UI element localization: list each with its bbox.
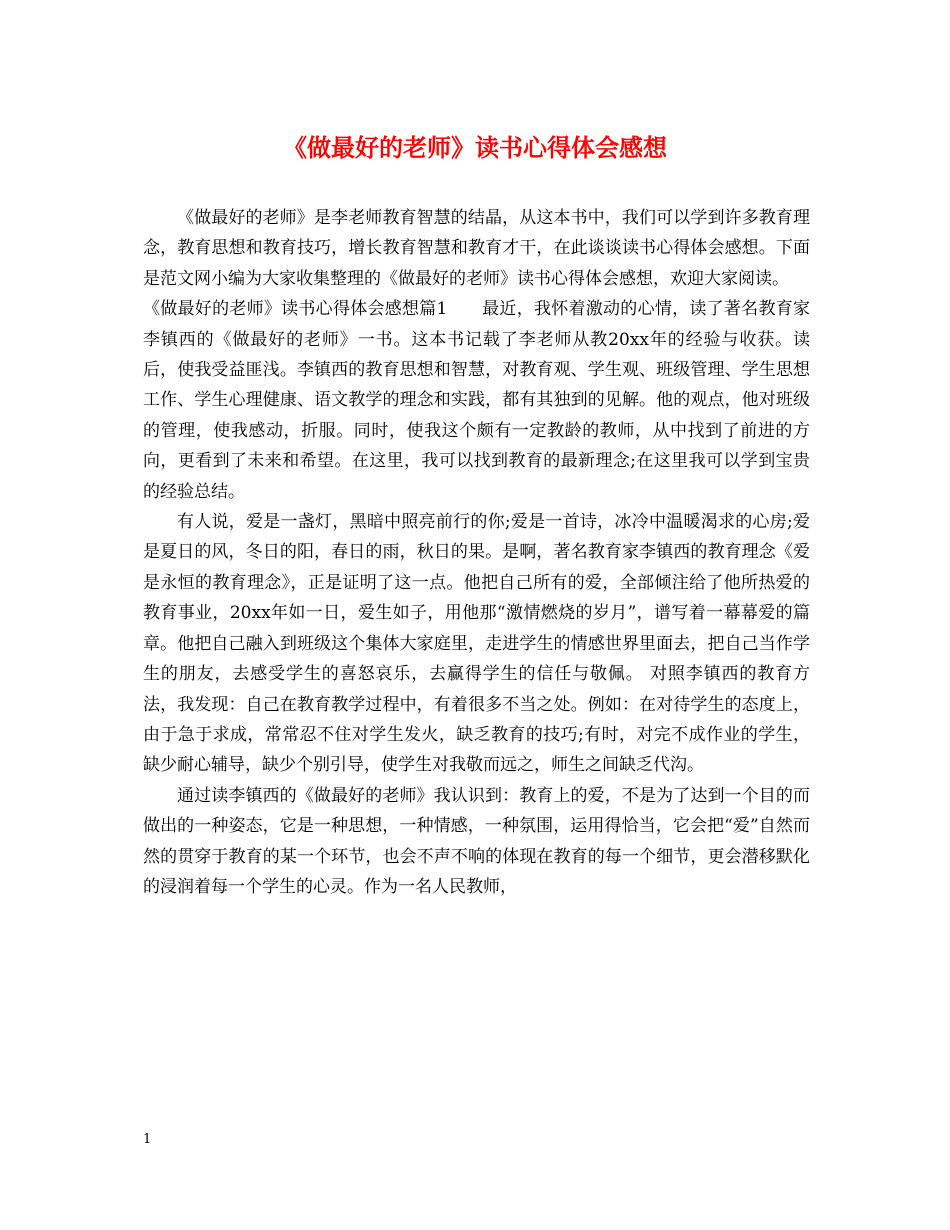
love-paragraph: 有人说，爱是一盏灯，黑暗中照亮前行的你;爱是一首诗，冰冷中温暖渴求的心房;爱是夏日的风，冬日的阳，春日的雨，秋日的果。是啊，著名教育家李镇西的教育理念《爱是永恒的教育理念》，正是证明了这一点。他把自己所有的爱，全部倾注给了他所热爱的教育事业，20xx年如一日，爱生如子，用他那“激情燃烧的岁月”，谱写着一幕幕爱的篇章。他把自己融入到班级这个集体大家庭里，走进学生的情感世界里面去，把自己当作学生的朋友，去感受学生的喜怒哀乐，去赢得学生的信任与敬佩。 对照李镇西的教育方法，我发现：自己在教育教学过程中，有着很多不当之处。例如：在对待学生的态度上，由于急于求成，常常忍不住对学生发火，缺乏教育的技巧;有时，对完不成作业的学生，缺少耐心辅导，缺少个别引导，使学生对我敬而远之，师生之间缺乏代沟。 xyxy=(143,512,810,776)
article-1-paragraph: 《做最好的老师》读书心得体会感想篇1 最近，我怀着激动的心情，读了著名教育家李镇西的《做最好的老师》一书。这本书记载了李老师从教20xx年的经验与收获。读后，使我受益匪浅。李镇西的教育思想和智慧，对教育观、学生观、班级管理、学生思想工作、学生心理健康、语文教学的理念和实践，都有其独到的见解。他的观点，他对班级的管理，使我感动，折服。同时，使我这个颇有一定教龄的教师，从中找到了前进的方向，更看到了未来和希望。在这里，我可以找到教育的最新理念;在这里我可以学到宝贵的经验总结。 xyxy=(143,299,810,502)
intro-paragraph: 《做最好的老师》是李老师教育智慧的结晶，从这本书中，我们可以学到许多教育理念，教育思想和教育技巧，增长教育智慧和教育才干，在此谈谈读书心得体会感想。下面是范文网小编为大家收集整理的《做最好的老师》读书心得体会感想，欢迎大家阅读。 xyxy=(143,208,810,289)
reflection-paragraph: 通过读李镇西的《做最好的老师》我认识到：教育上的爱，不是为了达到一个目的而做出的一种姿态，它是一种思想，一种情感，一种氛围，运用得恰当，它会把“爱”自然而然的贯穿于教育的某一个环节，也会不声不响的体现在教育的每一个细节，更会潜移默化的浸润着每一个学生的心灵。作为一名人民教师， xyxy=(143,785,810,897)
document-body xyxy=(143,203,810,902)
document-title: 《做最好的老师》读书心得体会感想 xyxy=(283,133,667,162)
page-number: 1 xyxy=(143,1132,152,1147)
